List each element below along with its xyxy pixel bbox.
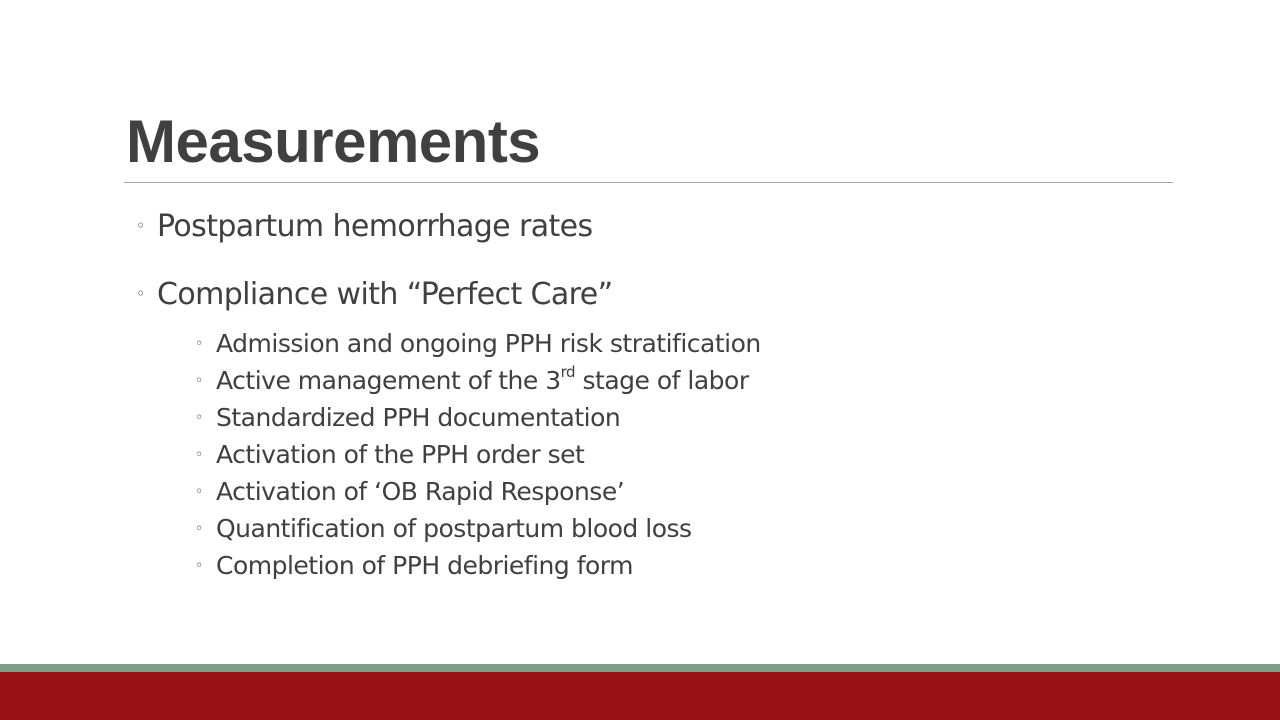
sub-bullet-list <box>157 325 761 584</box>
bullet-circle-icon: ◦ <box>195 558 203 574</box>
footer-accent-stripe <box>0 664 1280 672</box>
sub-bullet-text-end: stage of labor <box>575 366 749 395</box>
footer-band <box>0 672 1280 720</box>
bullet-text: Compliance with “Perfect Care” <box>157 277 613 312</box>
bullet-item <box>136 273 761 584</box>
sub-bullet-item <box>195 325 761 362</box>
bullet-text: Postpartum hemorrhage rates <box>157 209 593 244</box>
bullet-circle-icon: ◦ <box>195 521 203 537</box>
sub-bullet-text: Quantification of postpartum blood loss <box>216 514 692 543</box>
sub-bullet-text: Admission and ongoing PPH risk stratification <box>216 329 761 358</box>
sub-bullet-item <box>195 473 761 510</box>
ordinal-superscript: rd <box>560 362 576 381</box>
bullet-item <box>136 205 761 249</box>
sub-bullet-item <box>195 510 761 547</box>
sub-bullet-item <box>195 362 761 399</box>
bullet-circle-icon: ◦ <box>136 284 145 303</box>
bullet-circle-icon: ◦ <box>195 484 203 500</box>
sub-bullet-item <box>195 547 761 584</box>
bullet-circle-icon: ◦ <box>195 410 203 426</box>
sub-bullet-text: Activation of the PPH order set <box>216 440 585 469</box>
sub-bullet-text-start: Active management of the 3 <box>216 366 561 395</box>
sub-bullet-text: Completion of PPH debriefing form <box>216 551 633 580</box>
bullet-circle-icon: ◦ <box>136 216 145 235</box>
bullet-circle-icon: ◦ <box>195 336 203 352</box>
sub-bullet-text: Standardized PPH documentation <box>216 403 621 432</box>
title-divider <box>124 182 1173 183</box>
slide-title: Measurements <box>126 108 541 175</box>
sub-bullet-item <box>195 436 761 473</box>
bullet-list <box>136 205 761 584</box>
sub-bullet-text: Activation of ‘OB Rapid Response’ <box>216 477 625 506</box>
bullet-circle-icon: ◦ <box>195 447 203 463</box>
sub-bullet-item <box>195 399 761 436</box>
bullet-circle-icon: ◦ <box>195 373 203 389</box>
